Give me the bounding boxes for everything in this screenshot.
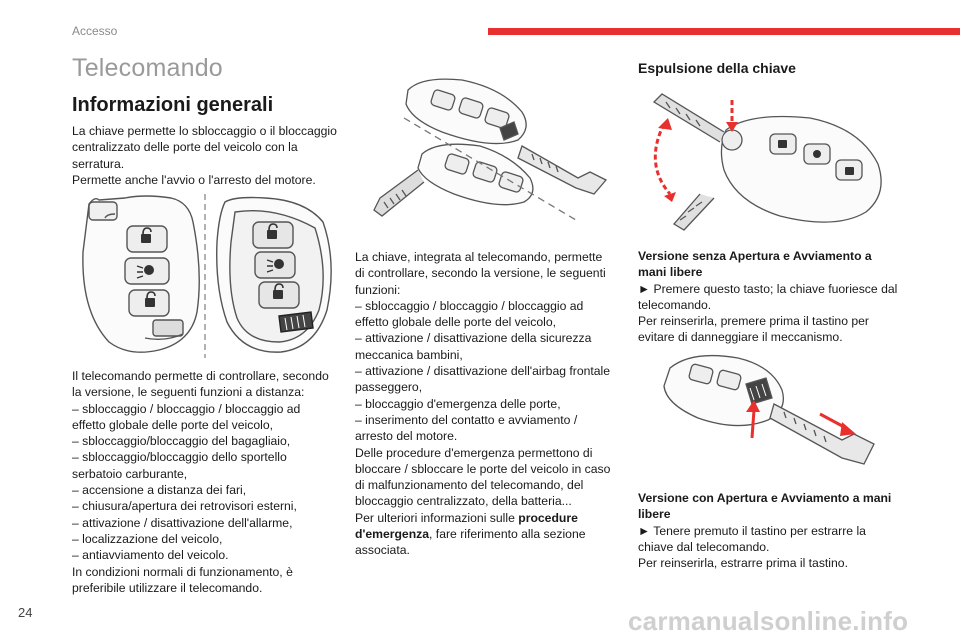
- text-line: serratura.: [72, 156, 125, 171]
- text-line: In condizioni normali di funzionamento, è: [72, 564, 293, 579]
- text-line: bloccare / sbloccare le porte del veicolo in caso: [355, 461, 611, 476]
- page-number: 24: [18, 605, 33, 620]
- version-without-handsfree: [638, 248, 900, 346]
- text-line: La chiave, integrata al telecomando, permette: [355, 250, 603, 264]
- text-line: La chiave permette lo sbloccaggio o il bloccaggio: [72, 124, 337, 138]
- version-with-handsfree: [638, 490, 900, 571]
- text-line: passeggero,: [355, 380, 423, 395]
- text-line: Per reinserirla, estrarre prima il tastino.: [638, 556, 848, 571]
- text-line: – sbloccaggio / bloccaggio / bloccaggio ad: [355, 298, 584, 313]
- text-line: – attivazione / disattivazione della sicurezza: [355, 331, 592, 346]
- key-extract-illustration: [642, 348, 892, 478]
- text-line: di controllare, secondo la versione, le seguenti: [355, 266, 606, 281]
- version-title: libere: [638, 507, 671, 522]
- text-line: – sbloccaggio / bloccaggio / bloccaggio ad: [72, 401, 301, 416]
- key-fobs-illustration: [75, 192, 340, 360]
- text-line: ► Premere questo tasto; la chiave fuoriesce dal: [638, 281, 898, 296]
- text-line: bloccaggio centralizzato, della batteria...: [355, 494, 572, 509]
- accent-bar: [488, 28, 960, 35]
- text-line: di malfunzionamento del telecomando, del: [355, 478, 584, 493]
- text-line: chiave dal telecomando.: [638, 539, 770, 554]
- text-line: la versione, le seguenti funzioni a distanza:: [72, 385, 305, 400]
- text-fragment: Per ulteriori informazioni sulle: [355, 510, 515, 525]
- text-line: – sbloccaggio/bloccaggio dello sportello: [72, 450, 287, 465]
- text-line: Permette anche l'avvio o l'arresto del motore.: [72, 172, 316, 187]
- version-title: mani libere: [638, 265, 703, 280]
- version-title: Versione senza Apertura e Avviamento a: [638, 249, 872, 263]
- text-line: effetto globale delle porte del veicolo,: [355, 315, 557, 330]
- text-line: serbatoio carburante,: [72, 466, 188, 481]
- functions-paragraph: [72, 368, 344, 596]
- watermark: carmanualsonline.info: [628, 606, 909, 636]
- text-line: centralizzato delle porte del veicolo con la: [72, 140, 298, 155]
- text-line: – sbloccaggio/bloccaggio del bagagliaio,: [72, 434, 291, 449]
- text-line: – antiavviamento del veicolo.: [72, 548, 229, 563]
- bold-term: procedure: [518, 510, 578, 525]
- text-line: telecomando.: [638, 297, 712, 312]
- text-line: effetto globale delle porte del veicolo,: [72, 417, 274, 432]
- key-functions-paragraph: [355, 249, 617, 559]
- text-line: – bloccaggio d'emergenza delle porte,: [355, 396, 561, 411]
- text-line: meccanica bambini,: [355, 347, 463, 362]
- text-line: ► Tenere premuto il tastino per estrarre la: [638, 523, 866, 538]
- text-line: preferibile utilizzare il telecomando.: [72, 580, 263, 595]
- text-line: – attivazione / disattivazione dell'allarme,: [72, 515, 293, 530]
- text-line: – inserimento del contatto e avviamento /: [355, 412, 578, 427]
- text-line: arresto del motore.: [355, 429, 458, 444]
- text-line: [355, 526, 617, 542]
- text-line: evitare di danneggiare il meccanismo.: [638, 330, 843, 345]
- text-line: – attivazione / disattivazione dell'airbag frontale: [355, 364, 611, 379]
- key-eject-illustration: [640, 84, 890, 234]
- intro-paragraph: [72, 123, 344, 188]
- bold-term: d'emergenza: [355, 527, 430, 542]
- text-line: – chiusura/apertura dei retrovisori esterni,: [72, 499, 297, 514]
- text-line: associata.: [355, 543, 410, 558]
- text-line: Il telecomando permette di controllare, secondo: [72, 369, 329, 383]
- text-line: [355, 510, 617, 526]
- integrated-key-illustration: [362, 70, 612, 230]
- text-line: Per reinserirla, premere prima il tastino per: [638, 314, 869, 329]
- eject-heading: Espulsione della chiave: [638, 60, 796, 76]
- text-line: Delle procedure d'emergenza permettono di: [355, 445, 593, 460]
- section-label: Accesso: [72, 24, 118, 38]
- text-fragment: , fare riferimento alla sezione: [429, 527, 586, 542]
- section-heading: Informazioni generali: [72, 94, 274, 116]
- version-title: Versione con Apertura e Avviamento a mani: [638, 491, 892, 505]
- page-title: Telecomando: [72, 54, 223, 82]
- text-line: – localizzazione del veicolo,: [72, 531, 223, 546]
- text-line: – accensione a distanza dei fari,: [72, 483, 247, 498]
- text-line: funzioni:: [355, 282, 401, 297]
